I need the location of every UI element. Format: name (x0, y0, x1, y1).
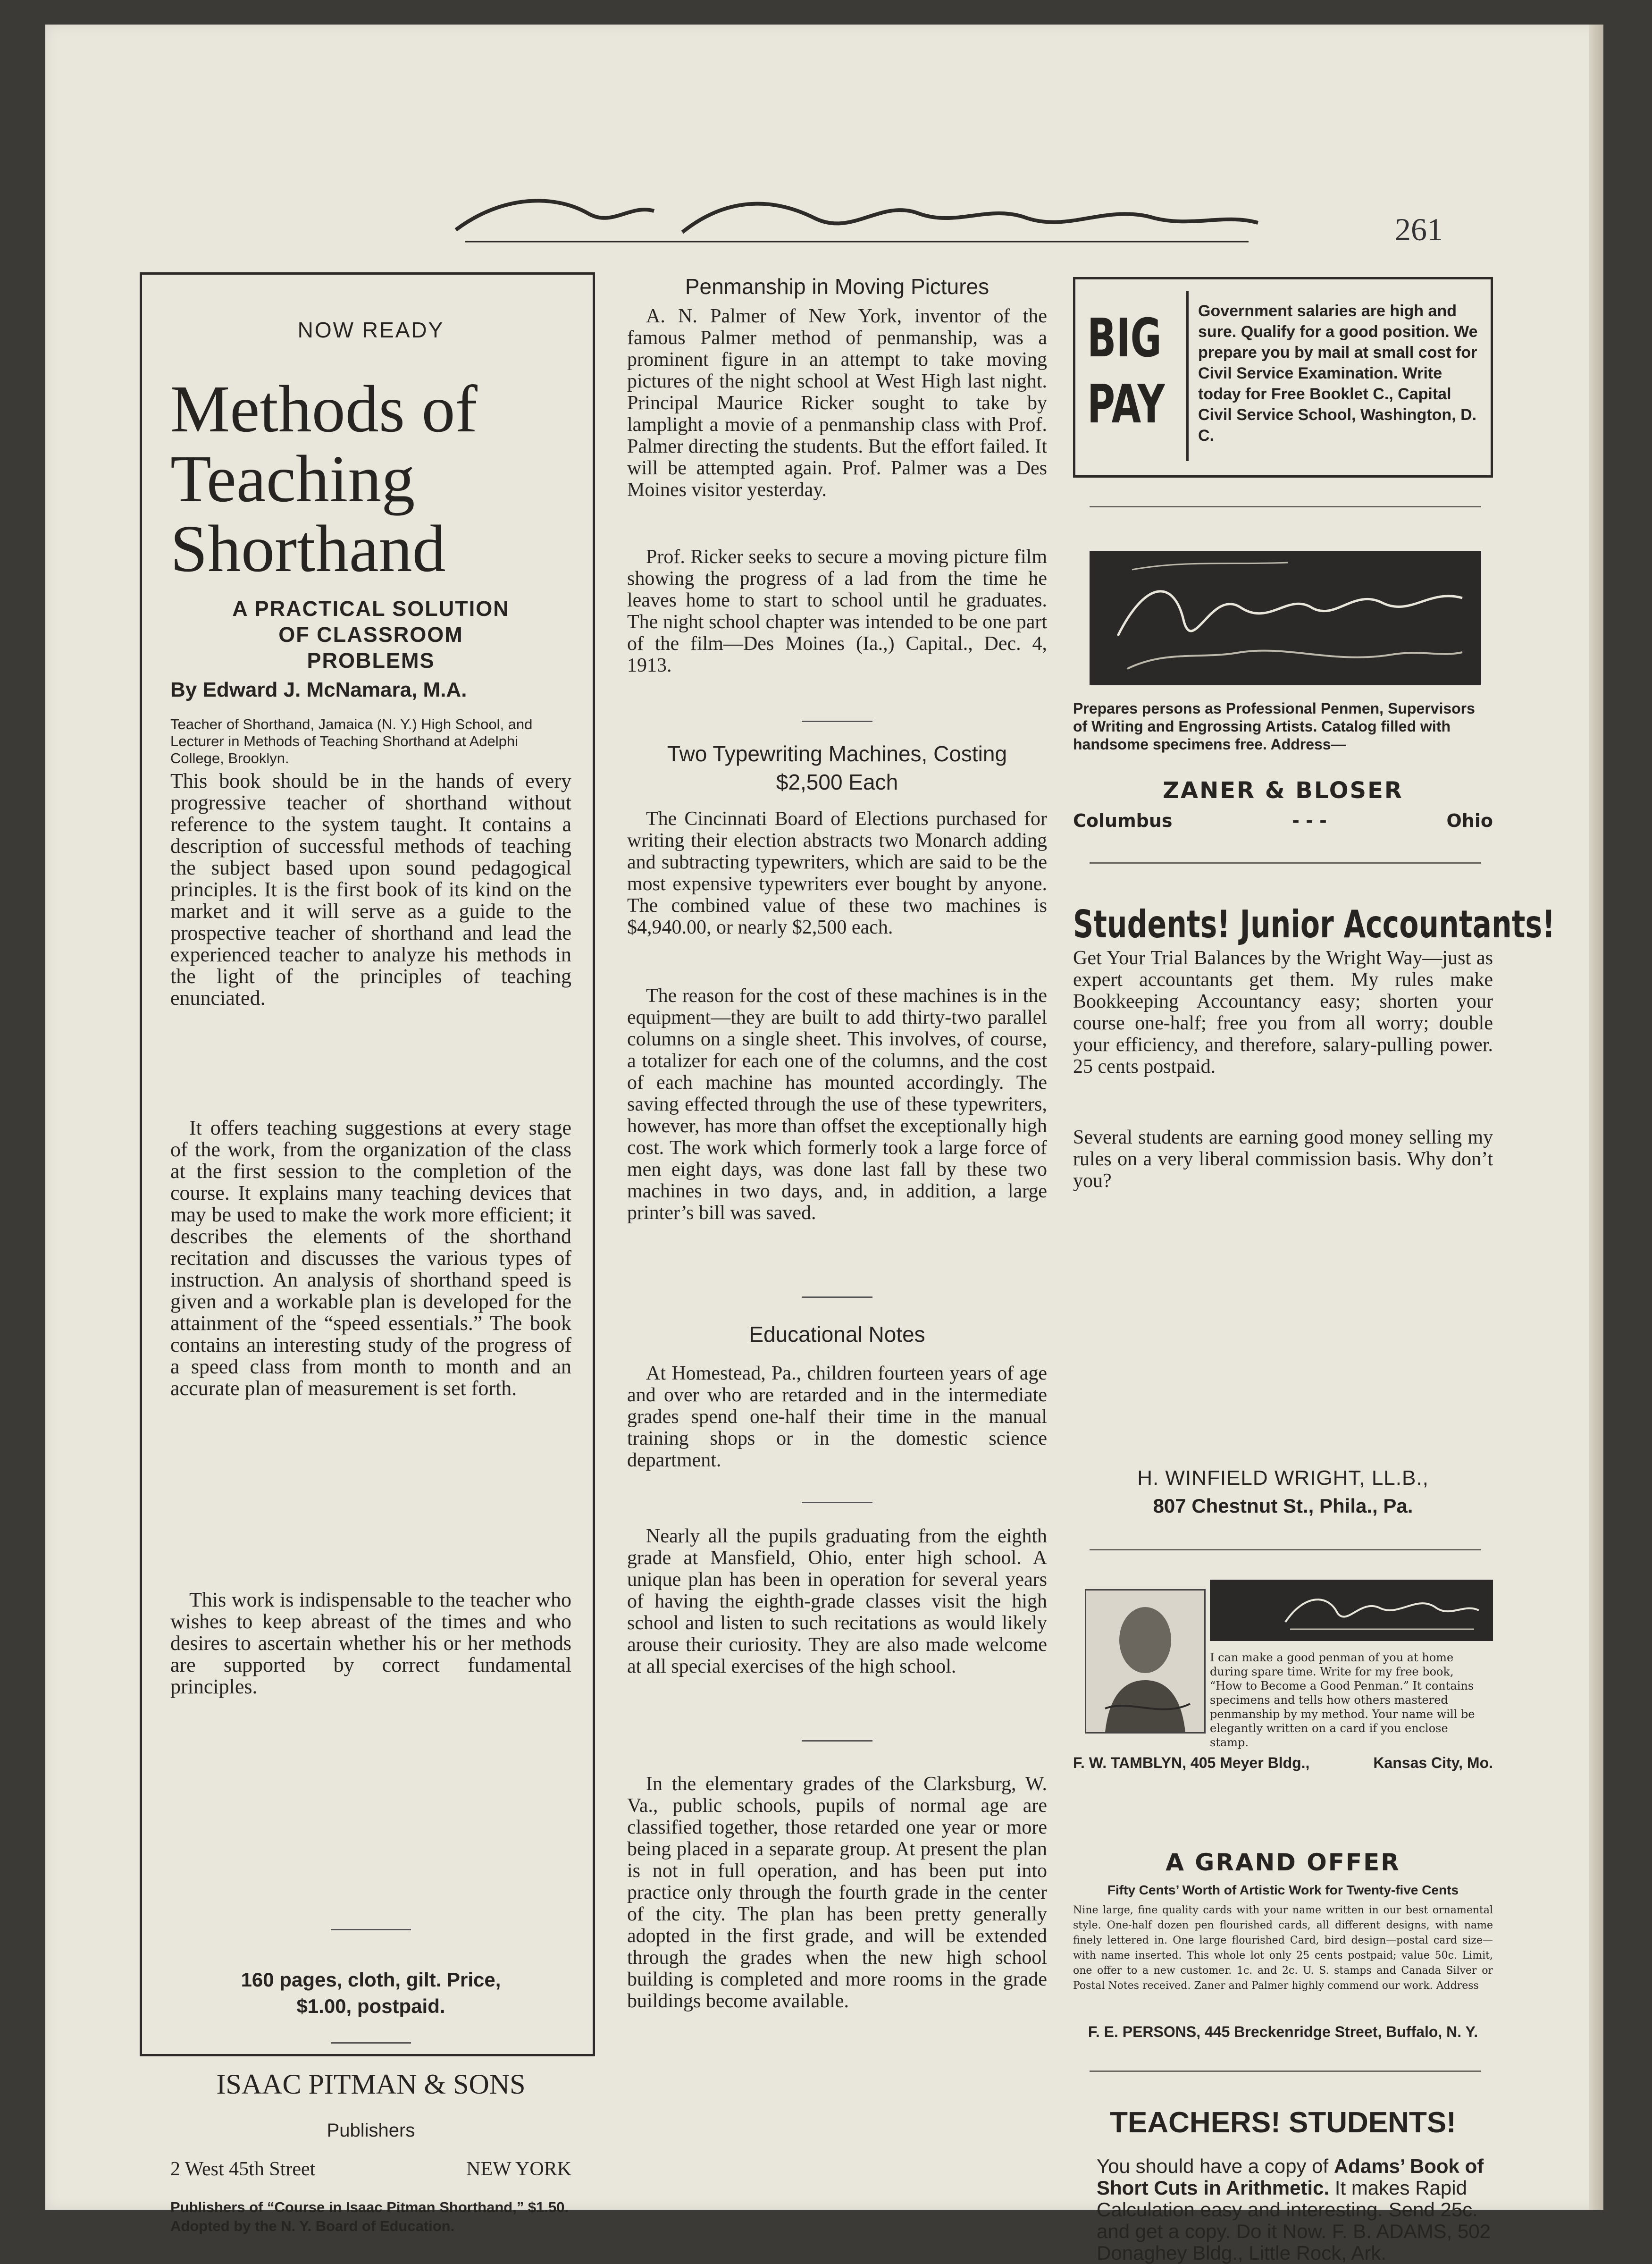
wright-address: 807 Chestnut St., Phila., Pa. (1153, 1495, 1413, 1517)
zaner-bloser-text: Prepares persons as Professional Penmen, Supervisors of Writing and Engrossing Artists. Catalog filled with handsome specimens free. Address— (1073, 700, 1475, 753)
learn-to-write-script-art (1210, 1580, 1493, 1641)
heading-line-2: $2,500 Each (776, 770, 898, 794)
adams-text-pre: You should have a copy of (1097, 2155, 1334, 2177)
subtitle-line-2: OF CLASSROOM (278, 623, 463, 647)
zanerian-college-logo (1090, 551, 1481, 685)
tamblyn-portrait (1085, 1589, 1206, 1734)
page-edge (1589, 25, 1603, 2210)
teachers-students-headline: TEACHERS! STUDENTS! (1110, 2106, 1456, 2139)
tamblyn-address (1073, 1754, 1493, 1772)
author-byline: By Edward J. McNamara, M.A. (170, 678, 467, 701)
book-description-1: This book should be in the hands of every progressive teacher of shorthand without reference to the system taught. It contains a description of successful methods of teaching the subject based upon sound pedagogical principles. It is the first book of its kind on the market and it will serve as a guide to the prospective teacher of shorthand and lead the experienced teacher to analyze his methods in the light of the principles of teaching enunciated. (170, 769, 571, 1010)
zaner-state: Ohio (1446, 810, 1493, 831)
heading-line-1: Two Typewriting Machines, Costing (667, 741, 1007, 766)
grand-offer-headline: A GRAND OFFER (1166, 1849, 1400, 1876)
article-3-para-2: Nearly all the pupils graduating from the eighth grade at Mansfield, Ohio, enter high school. A unique plan has been in operation for several years of having the eighth-grade classes visit the high school and listen to such recitations as would likely arouse their curiosity. They are also made welcome at all special exercises of the high school. (627, 1525, 1047, 1677)
book-title (170, 371, 571, 586)
tamblyn-city: Kansas City, Mo. (1373, 1754, 1493, 1771)
zaner-city: Columbus (1073, 810, 1173, 831)
masthead-logo (446, 185, 1272, 256)
page-number: 261 (1395, 211, 1443, 247)
article-2-para-1: The Cincinnati Board of Elections purchased for writing their election abstracts two Monarch adding and subtracting typewriters, which are said to be the most expensive typewriters ever bought by anyone. The combined value of these two machines is $4,940.00, or nearly $2,500 each. (627, 808, 1047, 938)
now-ready-label: NOW READY (297, 318, 444, 342)
divider (331, 1929, 411, 1930)
book-subtitle (170, 596, 571, 673)
wright-para-1: Get Your Trial Balances by the Wright Way—just as expert accountants get them. My rules make Bookkeeping Accountancy easy; shorten your course one-half; free you from all worry; double your efficiency, and therefore, salary-pulling power. 25 cents postpaid. (1073, 947, 1493, 1077)
grand-offer-subhead: Fifty Cents’ Worth of Artistic Work for Twenty-five Cents (1107, 1883, 1459, 1897)
tamblyn-street: F. W. TAMBLYN, 405 Meyer Bldg., (1073, 1754, 1310, 1771)
vertical-divider (1186, 291, 1189, 461)
publisher-name: ISAAC PITMAN & SONS (216, 2069, 526, 2100)
title-line-3: Shorthand (170, 511, 446, 586)
divider (1090, 862, 1481, 864)
title-line-2: Teaching (170, 441, 415, 516)
divider (1090, 506, 1481, 507)
article-1-para-1: A. N. Palmer of New York, inventor of the famous Palmer method of penmanship, was a prominent figure in an attempt to take moving pictures of the night school at West High last night. Principal Maurice Ricker sought to take by lamplight a movie of a penmanship class with Prof. Palmer directing the students. But the effort failed. It will be attempted again. Prof. Palmer was a Des Moines visitor yesterday. (627, 305, 1047, 501)
zanerian-script-art (1090, 551, 1481, 685)
price-line-1: 160 pages, cloth, gilt. Price, (241, 1969, 501, 1991)
big-pay-ad (1073, 277, 1493, 478)
heading-penmanship-moving-pictures: Penmanship in Moving Pictures (685, 274, 990, 299)
pitman-advertisement (140, 272, 595, 2234)
tamblyn-text: I can make a good penman of you at home during spare time. Write for my free book, “How to Become a Good Penman.” It contains specimens and tells how others mastered penmanship by my method. Your name will be elegantly written on a card if you enclose stamp. (1210, 1651, 1475, 1749)
divider (1090, 1549, 1481, 1550)
publisher-address (170, 2158, 571, 2180)
adams-book-title: Adams’ Book of Short Cuts in Arithmetic. (1097, 2155, 1484, 2199)
learn-to-write-banner (1210, 1580, 1493, 1641)
grand-offer-text: Nine large, fine quality cards with your name written in our best ornamental style. One-half dozen pen flourished cards, all different designs, with name finely lettered in. One large flourished Card, bird design—postal card size—with name inserted. This whole lot only 25 cents postpaid; value 50c. Limit, one offer to a new customer. 1c. and 2c. U. S. stamps and Canada Silver or Postal Notes received. Zaner and Palmer highly commend our work. Address (1073, 1904, 1493, 1992)
publisher-note: Publishers of “Course in Isaac Pitman Shorthand,” $1.50. Adopted by the N. Y. Board of Education. (170, 2199, 569, 2234)
page (45, 25, 1603, 2264)
subtitle-line-1: A PRACTICAL SOLUTION (232, 597, 510, 621)
divider (802, 1296, 872, 1298)
book-description-2: It offers teaching suggestions at every stage of the work, from the organization of the class at the first session to the completion of the course. It explains many teaching devices that may be used to make the work more efficient; it describes the elements of the shorthand recitation and discusses the various types of instruction. An analysis of shorthand speed is given and a workable plan is developed for the attainment of the “speed essentials.” The book contains an interesting study of the progress of a speed class from month to month and an accurate plan of measurement is set forth. (170, 1116, 571, 1400)
persons-address: F. E. PERSONS, 445 Breckenridge Street, Buffalo, N. Y. (1088, 2023, 1478, 2040)
article-2-para-2: The reason for the cost of these machines is in the equipment—they are built to add thirty-two parallel columns on a single sheet. This involves, of course, a totalizer for each one of the columns, and the cost of each machine has mounted accordingly. The saving effected through the use of these typewriters, however, has more than offset the exceptionally high cost. The work which formerly took a large force of men eight days, was done last fall by these two machines in two days, and, in addition, a large printer’s bill was saved. (627, 985, 1047, 1224)
price-info (170, 1967, 571, 2020)
price-line-2: $1.00, postpaid. (296, 1995, 445, 2017)
students-headline: Students! Junior Accountants! (1073, 902, 1555, 946)
divider (802, 721, 872, 722)
divider (1090, 2070, 1481, 2072)
adams-ad-text (1097, 2155, 1493, 2264)
portrait-illustration (1086, 1591, 1204, 1732)
book-description-3: This work is indispensable to the teacher who wishes to keep abreast of the times and who desires to ascertain whether his or her methods are supported by correct fundamental principles. (170, 1588, 571, 1698)
adams-text-post: It makes Rapid Calculation easy and interesting. Send 25c. and get a copy. Do it Now. F. B. ADAMS, 502 Donaghey Bldg., Little Rock, Ark. (1097, 2177, 1491, 2264)
author-note: Teacher of Shorthand, Jamaica (N. Y.) High School, and Lecturer in Methods of Teaching Shorthand at Adelphi College, Brooklyn. (170, 716, 533, 766)
publishers-label: Publishers (327, 2120, 415, 2141)
publisher-street: 2 West 45th Street (170, 2158, 316, 2180)
zaner-bloser-location (1073, 810, 1493, 831)
divider (331, 2042, 411, 2044)
heading-typewriting-machines (627, 740, 1047, 796)
zaner-dashes: - - - (1292, 810, 1327, 831)
divider (802, 1502, 872, 1503)
big-pay-headline (1087, 305, 1165, 438)
big-pay-text: Government salaries are high and sure. Qualify for a good position. We prepare you by mail at small cost for Civil Service Examination. Write today for Free Booklet C., Capital Civil Service School, Washington, D. C. (1198, 302, 1478, 445)
article-1-para-2: Prof. Ricker seeks to secure a moving picture film showing the progress of a lad from the time he leaves home to start to school until he graduates. The night school chapter was intended to be one part of the film—Des Moines (Ia.,) Capital., Dec. 4, 1913. (627, 546, 1047, 676)
divider (802, 1740, 872, 1742)
zaner-bloser-name: ZANER & BLOSER (1163, 777, 1403, 804)
subtitle-line-3: PROBLEMS (307, 648, 435, 673)
article-3-para-3: In the elementary grades of the Clarksburg, W. Va., public schools, pupils of normal age are classified together, those retarded one year or more being placed in a separate group. At present the plan is not in full operation, and has been put into practice only through the fourth grade in the center of the city. The plan has been pretty generally adopted in the first grade, and will be extended through the grades when the new high school building is completed and more rooms in the grade buildings become available. (627, 1773, 1047, 2012)
publisher-city: NEW YORK (466, 2158, 571, 2180)
pay-word: PAY (1087, 374, 1165, 435)
article-3-para-1: At Homestead, Pa., children fourteen years of age and over who are retarded and in the intermediate grades spend one-half their time in the manual training shops or in the domestic science department. (627, 1363, 1047, 1471)
big-word: BIG (1087, 308, 1162, 369)
heading-educational-notes: Educational Notes (749, 1322, 925, 1347)
title-line-1: Methods of (170, 371, 478, 446)
tamblyn-ad (1073, 1580, 1493, 1759)
wright-name: H. WINFIELD WRIGHT, LL.B., (1137, 1466, 1429, 1490)
wright-para-2: Several students are earning good money selling my rules on a very liberal commission basis. Why don’t you? (1073, 1127, 1493, 1192)
